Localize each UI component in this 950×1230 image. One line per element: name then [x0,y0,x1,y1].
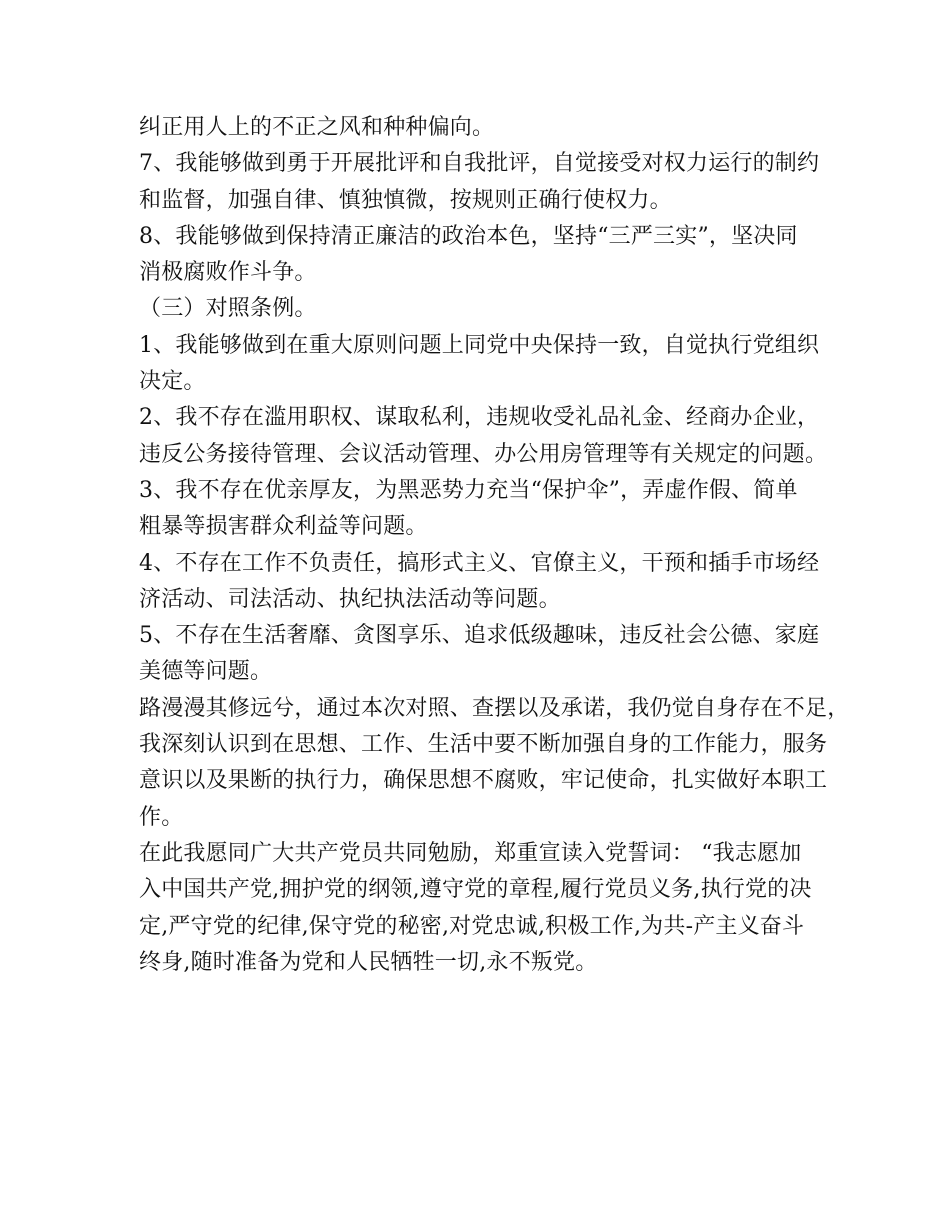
text-line: 违反公务接待管理、会议活动管理、办公用房管理等有关规定的问题。 [139,441,828,467]
section-heading: （三）对照条例。 [139,296,317,322]
text-line: 作。 [139,804,184,830]
text-line: 济活动、司法活动、执纪执法活动等问题。 [139,586,561,612]
text-line: 4、不存在工作不负责任，搞形式主义、官僚主义，干预和插手市场经 [139,550,820,576]
text-line: 1、我能够做到在重大原则问题上同党中央保持一致，自觉执行党组织 [139,332,820,358]
text-line: 终身,随时准备为党和人民牺牲一切,永不叛党。 [139,949,598,975]
text-line: 2、我不存在滥用职权、谋取私利，违规收受礼品礼金、经商办企业， [139,405,820,431]
document-body [139,110,850,981]
text-line: 路漫漫其修远兮，通过本次对照、查摆以及承诺，我仍觉自身存在不足， [139,695,850,721]
text-line: 3、我不存在优亲厚友，为黑恶势力充当“保护伞”，弄虚作假、简单 [139,477,798,503]
text-line: 5、不存在生活奢靡、贪图享乐、追求低级趣味，违反社会公德、家庭 [139,623,820,649]
text-line: 8、我能够做到保持清正廉洁的政治本色，坚持“三严三实”，坚决同 [139,223,798,249]
text-line: 入中国共产党,拥护党的纲领,遵守党的章程,履行党员义务,执行党的决 [139,877,812,903]
text-line: 粗暴等损害群众利益等问题。 [139,514,428,540]
text-line: 在此我愿同广大共产党员共同勉励，郑重宣读入党誓词： “我志愿加 [139,840,802,866]
text-line: 意识以及果断的执行力，确保思想不腐败，牢记使命，扎实做好本职工 [139,768,828,794]
text-line: 决定。 [139,369,206,395]
text-line: 美德等问题。 [139,659,273,685]
text-line: 纠正用人上的不正之风和种种偏向。 [139,115,495,140]
text-line: 定,严守党的纪律,保守党的秘密,对党忠诚,积极工作,为共-产主义奋斗 [139,913,805,939]
text-line: 消极腐败作斗争。 [139,260,317,286]
text-line: 我深刻认识到在思想、工作、生活中要不断加强自身的工作能力，服务 [139,732,828,758]
text-line: 和监督，加强自律、慎独慎微，按规则正确行使权力。 [139,187,672,213]
text-line: 7、我能够做到勇于开展批评和自我批评，自觉接受对权力运行的制约 [139,151,820,177]
